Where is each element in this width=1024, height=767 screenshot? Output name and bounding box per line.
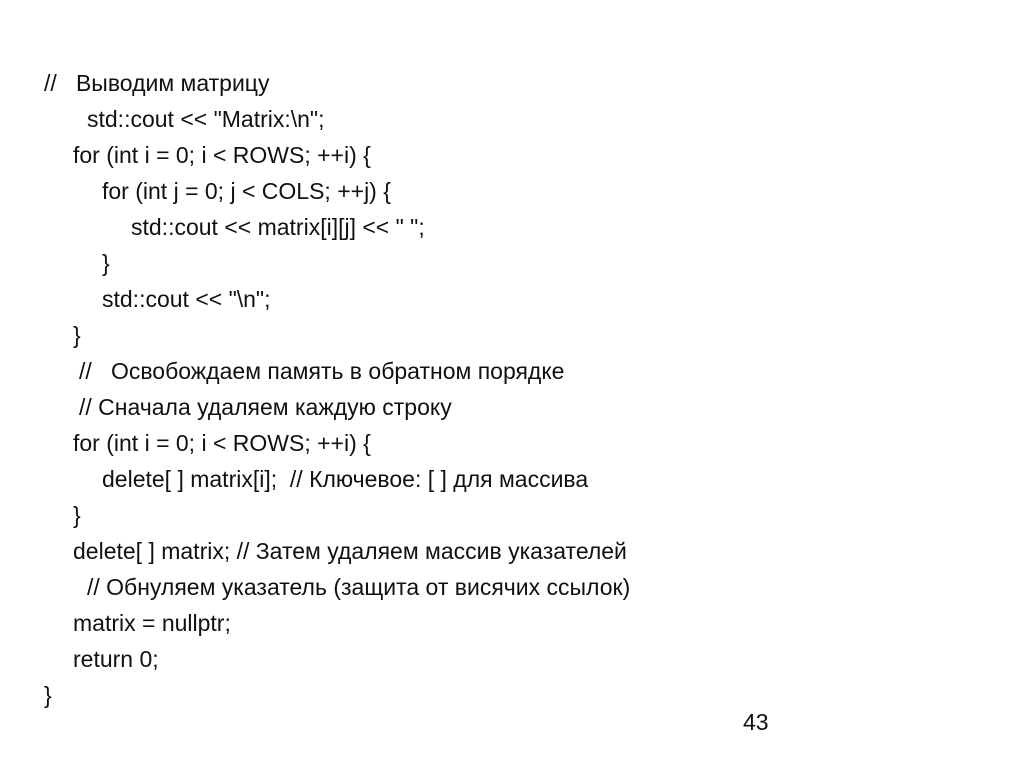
code-line-1: // Выводим матрицу <box>44 70 270 96</box>
code-line-18: } <box>44 682 52 708</box>
code-line-10: // Сначала удаляем каждую строку <box>79 394 452 420</box>
code-line-5: std::cout << matrix[i][j] << " "; <box>131 214 425 240</box>
code-line-13: } <box>73 502 81 528</box>
code-line-6: } <box>102 250 110 276</box>
code-line-16: matrix = nullptr; <box>73 610 231 636</box>
code-line-11: for (int i = 0; i < ROWS; ++i) { <box>73 430 371 456</box>
code-line-12: delete[ ] matrix[i]; // Ключевое: [ ] для массива <box>102 466 589 492</box>
page-number: 43 <box>743 709 769 735</box>
code-line-7: std::cout << "\n"; <box>102 286 271 312</box>
code-line-4: for (int j = 0; j < COLS; ++j) { <box>102 178 391 204</box>
code-line-2: std::cout << "Matrix:\n"; <box>87 106 325 132</box>
code-line-3: for (int i = 0; i < ROWS; ++i) { <box>73 142 371 168</box>
code-line-15: // Обнуляем указатель (защита от висячих ссылок) <box>87 574 631 600</box>
code-line-14: delete[ ] matrix; // Затем удаляем массив указателей <box>73 538 627 564</box>
code-line-8: } <box>73 322 81 348</box>
code-line-17: return 0; <box>73 646 159 672</box>
code-line-9: // Освобождаем память в обратном порядке <box>79 358 565 384</box>
